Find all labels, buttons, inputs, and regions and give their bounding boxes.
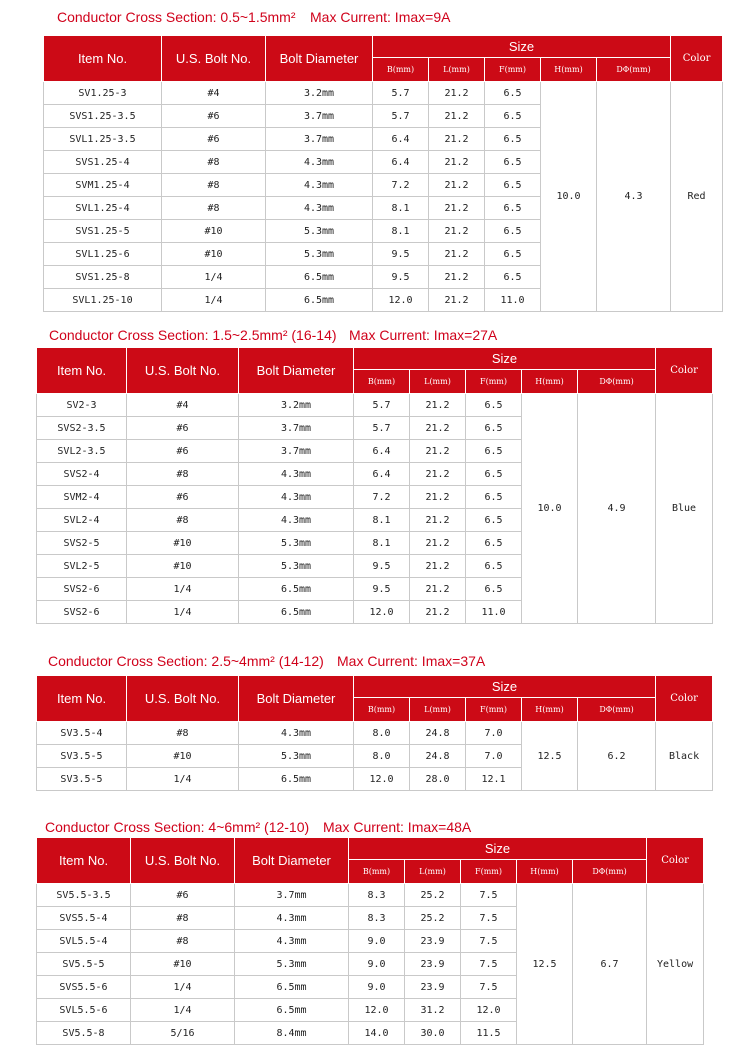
header-h-mm: H(mm): [522, 370, 578, 394]
b-cell: 5.7: [354, 394, 410, 417]
bolt-diameter-cell: 4.3mm: [239, 463, 354, 486]
bolt-diameter-cell: 6.5mm: [235, 999, 349, 1022]
item-no-cell: SV5.5-5: [37, 953, 131, 976]
header-bolt-no: U.S. Bolt No.: [162, 36, 266, 82]
max-current-caption: Max Current: Imax=9A: [310, 9, 451, 25]
bolt-no-cell: #8: [162, 197, 266, 220]
f-cell: 6.5: [485, 197, 541, 220]
cross-section-caption: Conductor Cross Section: 2.5~4mm² (14-12): [48, 653, 324, 669]
b-cell: 12.0: [354, 768, 410, 791]
l-cell: 23.9: [405, 976, 461, 999]
header-d-mm: DΦ(mm): [578, 698, 656, 722]
l-cell: 21.2: [429, 151, 485, 174]
bolt-no-cell: #10: [162, 243, 266, 266]
cross-section-caption: Conductor Cross Section: 0.5~1.5mm²: [57, 9, 296, 25]
bolt-no-cell: #6: [127, 486, 239, 509]
f-cell: 6.5: [466, 532, 522, 555]
item-no-cell: SV3.5-4: [37, 722, 127, 745]
header-bolt-diameter: Bolt Diameter: [235, 838, 349, 884]
b-cell: 7.2: [373, 174, 429, 197]
header-bolt-diameter: Bolt Diameter: [239, 348, 354, 394]
b-cell: 8.3: [349, 884, 405, 907]
bolt-no-cell: 1/4: [162, 289, 266, 312]
l-cell: 21.2: [410, 578, 466, 601]
item-no-cell: SVM1.25-4: [44, 174, 162, 197]
l-cell: 21.2: [429, 266, 485, 289]
l-cell: 23.9: [405, 953, 461, 976]
item-no-cell: SV1.25-3: [44, 82, 162, 105]
item-no-cell: SVS2-4: [37, 463, 127, 486]
f-cell: 7.0: [466, 745, 522, 768]
f-cell: 6.5: [485, 128, 541, 151]
f-cell: 6.5: [485, 266, 541, 289]
bolt-diameter-cell: 6.5mm: [266, 266, 373, 289]
header-size: Size: [354, 348, 656, 370]
header-color: Color: [656, 348, 713, 394]
f-cell: 12.0: [461, 999, 517, 1022]
header-color: Color: [647, 838, 704, 884]
l-cell: 21.2: [410, 532, 466, 555]
b-cell: 8.0: [354, 745, 410, 768]
h-mm-cell: 10.0: [541, 82, 597, 312]
header-h-mm: H(mm): [541, 58, 597, 82]
bolt-diameter-cell: 4.3mm: [239, 486, 354, 509]
header-row: [37, 838, 704, 860]
f-cell: 7.0: [466, 722, 522, 745]
b-cell: 14.0: [349, 1022, 405, 1045]
b-cell: 9.0: [349, 953, 405, 976]
bolt-diameter-cell: 6.5mm: [239, 578, 354, 601]
l-cell: 21.2: [410, 601, 466, 624]
bolt-no-cell: #10: [131, 953, 235, 976]
bolt-no-cell: 1/4: [131, 999, 235, 1022]
f-cell: 6.5: [466, 463, 522, 486]
f-cell: 11.5: [461, 1022, 517, 1045]
bolt-no-cell: #6: [131, 884, 235, 907]
l-cell: 24.8: [410, 722, 466, 745]
l-cell: 31.2: [405, 999, 461, 1022]
f-cell: 7.5: [461, 884, 517, 907]
l-cell: 25.2: [405, 907, 461, 930]
cross-section-caption: Conductor Cross Section: 1.5~2.5mm² (16-14): [49, 327, 337, 343]
l-cell: 21.2: [410, 509, 466, 532]
bolt-diameter-cell: 3.2mm: [266, 82, 373, 105]
header-item-no: Item No.: [44, 36, 162, 82]
header-f-mm: F(mm): [466, 698, 522, 722]
color-cell: Black: [656, 722, 713, 791]
b-cell: 5.7: [373, 105, 429, 128]
header-f-mm: F(mm): [485, 58, 541, 82]
color-cell: Yellow: [647, 884, 704, 1045]
f-cell: 6.5: [466, 486, 522, 509]
header-bolt-diameter: Bolt Diameter: [266, 36, 373, 82]
b-cell: 6.4: [373, 128, 429, 151]
header-color: Color: [671, 36, 723, 82]
header-b-mm: B(mm): [354, 698, 410, 722]
l-cell: 30.0: [405, 1022, 461, 1045]
b-cell: 12.0: [373, 289, 429, 312]
f-cell: 6.5: [466, 417, 522, 440]
l-cell: 21.2: [429, 197, 485, 220]
bolt-diameter-cell: 3.7mm: [239, 440, 354, 463]
f-cell: 6.5: [466, 555, 522, 578]
bolt-no-cell: #10: [127, 555, 239, 578]
bolt-no-cell: #6: [162, 105, 266, 128]
header-b-mm: B(mm): [373, 58, 429, 82]
b-cell: 8.1: [354, 532, 410, 555]
item-no-cell: SVL2-5: [37, 555, 127, 578]
l-cell: 21.2: [410, 417, 466, 440]
b-cell: 9.5: [354, 578, 410, 601]
header-item-no: Item No.: [37, 838, 131, 884]
header-item-no: Item No.: [37, 676, 127, 722]
bolt-no-cell: #8: [127, 463, 239, 486]
b-cell: 9.5: [354, 555, 410, 578]
l-cell: 23.9: [405, 930, 461, 953]
header-h-mm: H(mm): [517, 860, 573, 884]
header-h-mm: H(mm): [522, 698, 578, 722]
l-cell: 25.2: [405, 884, 461, 907]
header-l-mm: L(mm): [429, 58, 485, 82]
b-cell: 9.5: [373, 243, 429, 266]
l-cell: 21.2: [429, 174, 485, 197]
color-cell: Red: [671, 82, 723, 312]
bolt-diameter-cell: 3.2mm: [239, 394, 354, 417]
f-cell: 6.5: [466, 394, 522, 417]
l-cell: 24.8: [410, 745, 466, 768]
item-no-cell: SVL5.5-4: [37, 930, 131, 953]
header-size: Size: [373, 36, 671, 58]
item-no-cell: SVS1.25-3.5: [44, 105, 162, 128]
table-row: [37, 394, 713, 417]
item-no-cell: SV5.5-8: [37, 1022, 131, 1045]
item-no-cell: SVS2-3.5: [37, 417, 127, 440]
l-cell: 21.2: [410, 394, 466, 417]
bolt-no-cell: #10: [127, 745, 239, 768]
b-cell: 9.5: [373, 266, 429, 289]
item-no-cell: SVL2-3.5: [37, 440, 127, 463]
header-b-mm: B(mm): [354, 370, 410, 394]
header-l-mm: L(mm): [410, 370, 466, 394]
bolt-diameter-cell: 5.3mm: [239, 532, 354, 555]
bolt-diameter-cell: 4.3mm: [266, 151, 373, 174]
f-cell: 11.0: [485, 289, 541, 312]
bolt-no-cell: #8: [162, 151, 266, 174]
bolt-no-cell: #4: [127, 394, 239, 417]
l-cell: 21.2: [429, 105, 485, 128]
bolt-no-cell: #8: [131, 907, 235, 930]
bolt-no-cell: 1/4: [127, 578, 239, 601]
bolt-diameter-cell: 3.7mm: [239, 417, 354, 440]
f-cell: 6.5: [485, 105, 541, 128]
f-cell: 6.5: [485, 174, 541, 197]
header-size: Size: [349, 838, 647, 860]
f-cell: 7.5: [461, 976, 517, 999]
b-cell: 8.1: [373, 197, 429, 220]
header-bolt-no: U.S. Bolt No.: [127, 676, 239, 722]
b-cell: 5.7: [354, 417, 410, 440]
b-cell: 6.4: [354, 463, 410, 486]
header-row: [37, 676, 713, 698]
b-cell: 7.2: [354, 486, 410, 509]
header-bolt-no: U.S. Bolt No.: [127, 348, 239, 394]
bolt-diameter-cell: 6.5mm: [239, 768, 354, 791]
d-mm-cell: 6.7: [573, 884, 647, 1045]
spec-table: [36, 837, 704, 1045]
max-current-caption: Max Current: Imax=37A: [337, 653, 486, 669]
bolt-no-cell: #8: [162, 174, 266, 197]
bolt-diameter-cell: 5.3mm: [235, 953, 349, 976]
f-cell: 7.5: [461, 953, 517, 976]
l-cell: 21.2: [429, 289, 485, 312]
table-row: [37, 722, 713, 745]
l-cell: 21.2: [429, 82, 485, 105]
bolt-no-cell: #8: [127, 509, 239, 532]
h-mm-cell: 12.5: [522, 722, 578, 791]
header-f-mm: F(mm): [466, 370, 522, 394]
bolt-no-cell: 1/4: [127, 768, 239, 791]
d-mm-cell: 4.9: [578, 394, 656, 624]
bolt-no-cell: 5/16: [131, 1022, 235, 1045]
item-no-cell: SVS1.25-5: [44, 220, 162, 243]
f-cell: 7.5: [461, 907, 517, 930]
b-cell: 6.4: [373, 151, 429, 174]
cross-section-caption: Conductor Cross Section: 4~6mm² (12-10): [45, 819, 310, 835]
d-mm-cell: 6.2: [578, 722, 656, 791]
header-size: Size: [354, 676, 656, 698]
bolt-no-cell: #4: [162, 82, 266, 105]
item-no-cell: SVS5.5-6: [37, 976, 131, 999]
header-b-mm: B(mm): [349, 860, 405, 884]
bolt-diameter-cell: 5.3mm: [266, 220, 373, 243]
bolt-diameter-cell: 5.3mm: [266, 243, 373, 266]
header-color: Color: [656, 676, 713, 722]
item-no-cell: SV3.5-5: [37, 768, 127, 791]
item-no-cell: SVS2-5: [37, 532, 127, 555]
bolt-diameter-cell: 4.3mm: [235, 930, 349, 953]
max-current-caption: Max Current: Imax=27A: [349, 327, 498, 343]
bolt-no-cell: 1/4: [127, 601, 239, 624]
item-no-cell: SVL1.25-10: [44, 289, 162, 312]
b-cell: 8.3: [349, 907, 405, 930]
item-no-cell: SV2-3: [37, 394, 127, 417]
item-no-cell: SVS5.5-4: [37, 907, 131, 930]
table-row: [37, 884, 704, 907]
header-d-mm: DΦ(mm): [573, 860, 647, 884]
bolt-diameter-cell: 3.7mm: [266, 128, 373, 151]
bolt-no-cell: #10: [162, 220, 266, 243]
bolt-diameter-cell: 6.5mm: [266, 289, 373, 312]
spec-table: [36, 675, 713, 791]
bolt-no-cell: #10: [127, 532, 239, 555]
f-cell: 6.5: [466, 509, 522, 532]
header-d-mm: DΦ(mm): [578, 370, 656, 394]
item-no-cell: SVL1.25-6: [44, 243, 162, 266]
item-no-cell: SVL5.5-6: [37, 999, 131, 1022]
header-d-mm: DΦ(mm): [597, 58, 671, 82]
bolt-diameter-cell: 4.3mm: [239, 722, 354, 745]
d-mm-cell: 4.3: [597, 82, 671, 312]
b-cell: 9.0: [349, 930, 405, 953]
bolt-no-cell: 1/4: [131, 976, 235, 999]
bolt-diameter-cell: 4.3mm: [235, 907, 349, 930]
header-bolt-diameter: Bolt Diameter: [239, 676, 354, 722]
header-l-mm: L(mm): [405, 860, 461, 884]
header-bolt-no: U.S. Bolt No.: [131, 838, 235, 884]
l-cell: 21.2: [410, 440, 466, 463]
item-no-cell: SVL1.25-4: [44, 197, 162, 220]
bolt-diameter-cell: 5.3mm: [239, 555, 354, 578]
l-cell: 21.2: [410, 463, 466, 486]
table-row: [44, 82, 723, 105]
item-no-cell: SVS2-6: [37, 578, 127, 601]
header-item-no: Item No.: [37, 348, 127, 394]
item-no-cell: SV5.5-3.5: [37, 884, 131, 907]
bolt-diameter-cell: 4.3mm: [266, 197, 373, 220]
f-cell: 6.5: [485, 243, 541, 266]
bolt-diameter-cell: 3.7mm: [266, 105, 373, 128]
bolt-diameter-cell: 5.3mm: [239, 745, 354, 768]
l-cell: 21.2: [429, 220, 485, 243]
f-cell: 12.1: [466, 768, 522, 791]
item-no-cell: SVL2-4: [37, 509, 127, 532]
l-cell: 21.2: [410, 555, 466, 578]
spec-table: [36, 347, 713, 624]
bolt-diameter-cell: 4.3mm: [266, 174, 373, 197]
b-cell: 8.0: [354, 722, 410, 745]
f-cell: 6.5: [466, 440, 522, 463]
l-cell: 28.0: [410, 768, 466, 791]
l-cell: 21.2: [429, 243, 485, 266]
b-cell: 6.4: [354, 440, 410, 463]
bolt-no-cell: #6: [162, 128, 266, 151]
item-no-cell: SVS1.25-4: [44, 151, 162, 174]
header-row: [44, 36, 723, 58]
bolt-diameter-cell: 3.7mm: [235, 884, 349, 907]
f-cell: 6.5: [485, 220, 541, 243]
bolt-diameter-cell: 4.3mm: [239, 509, 354, 532]
header-f-mm: F(mm): [461, 860, 517, 884]
f-cell: 6.5: [485, 82, 541, 105]
b-cell: 5.7: [373, 82, 429, 105]
max-current-caption: Max Current: Imax=48A: [323, 819, 472, 835]
spec-table: [43, 35, 723, 312]
bolt-no-cell: 1/4: [162, 266, 266, 289]
h-mm-cell: 12.5: [517, 884, 573, 1045]
bolt-diameter-cell: 8.4mm: [235, 1022, 349, 1045]
h-mm-cell: 10.0: [522, 394, 578, 624]
l-cell: 21.2: [429, 128, 485, 151]
f-cell: 11.0: [466, 601, 522, 624]
item-no-cell: SVM2-4: [37, 486, 127, 509]
header-l-mm: L(mm): [410, 698, 466, 722]
f-cell: 6.5: [466, 578, 522, 601]
bolt-diameter-cell: 6.5mm: [239, 601, 354, 624]
item-no-cell: SVS1.25-8: [44, 266, 162, 289]
f-cell: 6.5: [485, 151, 541, 174]
item-no-cell: SVS2-6: [37, 601, 127, 624]
item-no-cell: SV3.5-5: [37, 745, 127, 768]
bolt-no-cell: #8: [131, 930, 235, 953]
f-cell: 7.5: [461, 930, 517, 953]
bolt-no-cell: #6: [127, 440, 239, 463]
color-cell: Blue: [656, 394, 713, 624]
b-cell: 8.1: [373, 220, 429, 243]
b-cell: 8.1: [354, 509, 410, 532]
b-cell: 12.0: [349, 999, 405, 1022]
bolt-diameter-cell: 6.5mm: [235, 976, 349, 999]
bolt-no-cell: #6: [127, 417, 239, 440]
item-no-cell: SVL1.25-3.5: [44, 128, 162, 151]
header-row: [37, 348, 713, 370]
b-cell: 9.0: [349, 976, 405, 999]
b-cell: 12.0: [354, 601, 410, 624]
bolt-no-cell: #8: [127, 722, 239, 745]
l-cell: 21.2: [410, 486, 466, 509]
